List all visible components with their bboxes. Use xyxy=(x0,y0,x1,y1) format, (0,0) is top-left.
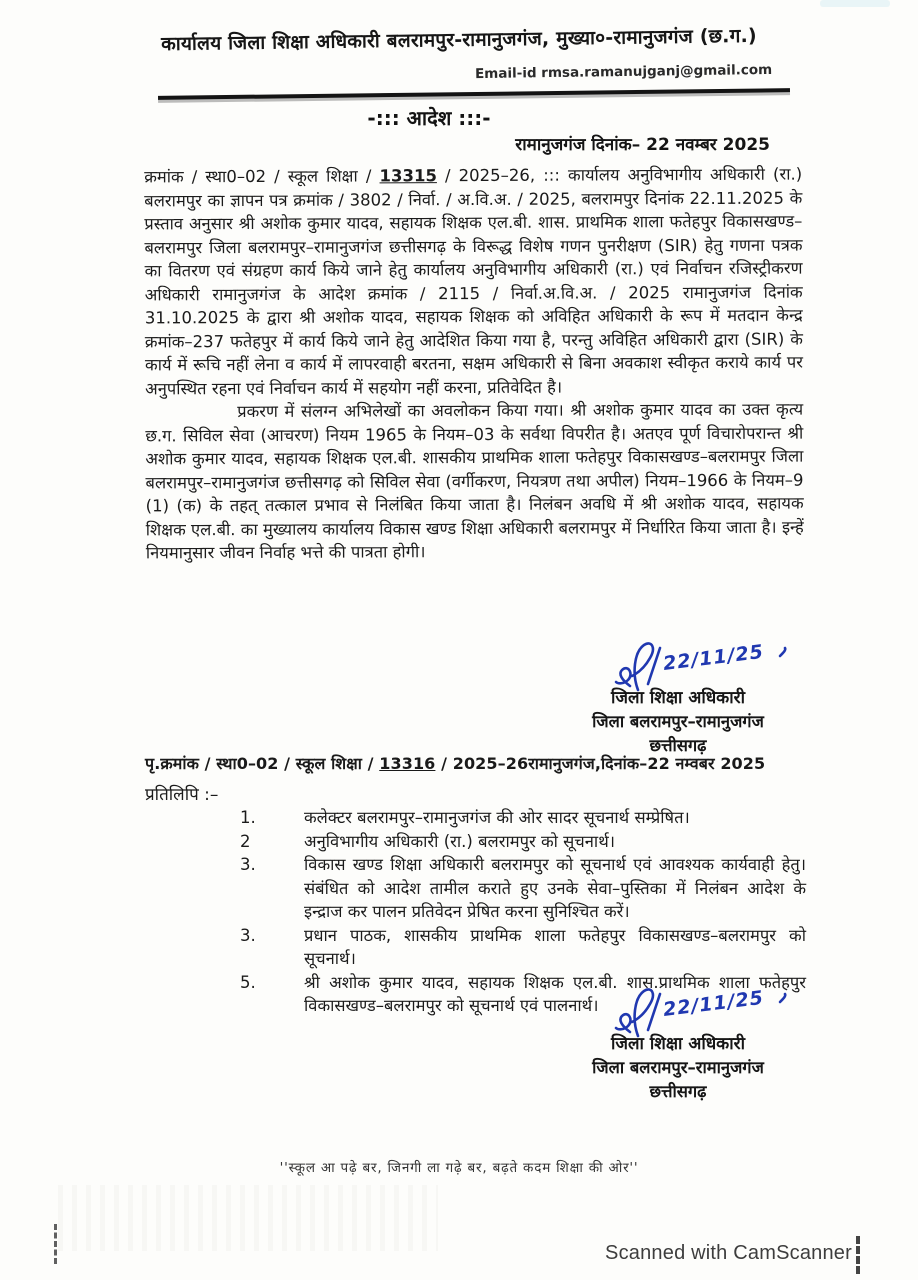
list-item xyxy=(240,830,806,854)
signature-scribble-icon xyxy=(602,986,802,1038)
list-item xyxy=(240,853,806,924)
signatory-state: छत्तीसगढ़ xyxy=(649,736,707,755)
email-line: Email-id rmsa.ramanujganj@gmail.com xyxy=(474,61,773,83)
item-number: 3. xyxy=(240,855,256,874)
item-number: 3. xyxy=(240,925,256,945)
endorsement-ref-line xyxy=(145,752,807,774)
header-rule xyxy=(158,88,790,100)
handwritten-date: 22/11/25 xyxy=(661,986,766,1021)
endorsement-ref-suffix: / 2025–26रामानुजगंज,दिनांक–22 नम्वबर 2025 xyxy=(435,754,766,773)
list-item xyxy=(240,806,806,830)
signature-block-2 xyxy=(548,986,808,1104)
copy-to-label: प्रतिलिपि :– xyxy=(145,785,219,805)
item-number: 2 xyxy=(240,831,251,851)
camscanner-watermark: Scanned with CamScanner xyxy=(605,1242,852,1264)
footer-slogan: ''स्कूल आ पढ़े बर, जिनगी ला गढ़े बर, बढ़ते कदम शिक्षा की ओर'' xyxy=(279,1160,639,1176)
place-date-line: रामानुजगंज दिनांक– 22 नवम्बर 2025 xyxy=(515,135,770,155)
order-paragraph-2: प्रकरण में संलग्न अभिलेखों का अवलोकन किया गया। श्री अशोक कुमार यादव का उक्त कृत्य छ.ग. सिविल सेवा (आचरण) नियम 1965 के नियम–03 के सर्वथा विपरीत है। अतएव पूर्ण विचारोपरान्त श्री अशोक कुमार यादव, सहायक शिक्षक एल.बी. शासकीय प्राथमिक शाला फतेहपुर विकासखण्ड–बलरामपुर जिला बलरामपुर–रामानुजगंज छत्तीसगढ़ को सिविल सेवा (वर्गीकरण, नियत्रण तथा अपील) नियम–1966 के नियम–9 (1) (क) के तहत् तत्काल प्रभाव से निलंबित किया जाता है। निलंबन अवधि में श्री अशोक यादव, सहायक शिक्षक एल.बी. का मुख्यालय कार्यालय विकास खण्ड शिक्षा अधिकारी बलरामपुर में निर्धारित किया जाता है। इन्हें नियमानुसार जीवन निर्वाह भत्ते की पात्रता होगी। xyxy=(145,399,804,563)
list-item xyxy=(240,924,806,971)
order-heading: -::: आदेश :::- xyxy=(367,106,491,130)
order-paragraph-1-text: / 2025–26, ::: कार्यालय अनुविभागीय अधिकारी (रा.) बलरामपुर का ज्ञापन पत्र क्रमांक / 3802 / निर्वा. / अ.वि.अ. / 2025, बलरामपुर दिनांक 22.11.2025 के प्रस्ताव अनुसार श्री अशोक कुमार यादव, सहायक शिक्षक एल.बी. शास. प्राथमिक शाला फतेहपुर विकासखण्ड–बलरामपुर जिला बलरामपुर–रामानुजगंज छत्तीसगढ़ के विरूद्ध विशेष गणन पुनरीक्षण (SIR) हेतु गणना पत्रक का वितरण एवं संग्रहण कार्य किये जाने हेतु कार्यालय अनुविभागीय अधिकारी (रा.) एवं निर्वाचन रजिस्ट्रीकरण अधिकारी रामानुजगंज के आदेश क्रमांक / 2115 / निर्वा.अ.वि.अ. / 2025 रामानुजगंज दिनांक 31.10.2025 के द्वारा श्री अशोक यादव, सहायक शिक्षक को अविहित अधिकारी के रूप में मतदान केन्द्र क्रमांक–237 फतेहपुर में कार्य किये जाने हेतु आदेशित किया गया है, परन्तु अविहित अधिकारी द्वारा (SIR) के कार्य में रूचि नहीं लेना व कार्य में लापरवाही बरतना, सक्षम अधिकारी से बिना अवकाश स्वीकृत कराये कार्य पर अनुपस्थित रहना एवं निर्वाचन कार्य में सहयोग नहीं करना, प्रतिवेदित है। xyxy=(144,164,804,398)
item-text: अनुविभागीय अधिकारी (रा.) बलरामपुर को सूचनार्थ। xyxy=(304,831,616,851)
scan-streaks xyxy=(58,1185,438,1251)
endorsement-ref-prefix: पृ.क्रमांक / स्था0–02 / स्कूल शिक्षा / xyxy=(145,754,380,773)
signatory-district: जिला बलरामपुर–रामानुजगंज xyxy=(592,1058,764,1077)
order-paragraph-1 xyxy=(144,163,803,401)
scan-edge-mark-left xyxy=(54,1224,57,1264)
signatory-title: जिला शिक्षा अधिकारी xyxy=(611,1034,745,1054)
handwritten-signature-1 xyxy=(548,640,808,686)
item-text: विकास खण्ड शिक्षा अधिकारी बलरामपुर को सूचनार्थ एवं आवश्यक कार्यवाही हेतु। संबंधित को आदेश तामील कराते हुए उनके सेवा–पुस्तिका में निलंबन आदेश के इन्द्राज कर पालन प्रतिवेदन प्रेषित करना सुनिश्चित करें। xyxy=(304,855,806,921)
handwritten-signature-2 xyxy=(548,986,808,1032)
ref-number-13316: 13316 xyxy=(379,754,436,773)
item-text: प्रधान पाठक, शासकीय प्राथमिक शाला फतेहपुर विकासखण्ड–बलरामपुर को सूचनार्थ। xyxy=(304,925,806,968)
signature-block-1 xyxy=(548,640,808,758)
handwritten-date: 22/11/25 xyxy=(661,640,766,675)
order-body xyxy=(144,163,804,565)
ref-line-prefix: क्रमांक / स्था0–02 / स्कूल शिक्षा / xyxy=(144,166,380,187)
signatory-district: जिला बलरामपुर–रामानुजगंज xyxy=(592,712,764,731)
signatory-state: छत्तीसगढ़ xyxy=(649,1082,707,1101)
scan-edge-mark-right xyxy=(856,1236,860,1274)
office-header-title: कार्यालय जिला शिक्षा अधिकारी बलरामपुर-रामानुजगंज, मुख्या०-रामानुजगंज (छ.ग.) xyxy=(161,24,757,56)
item-text: कलेक्टर बलरामपुर–रामानुजगंज की ओर सादर सूचनार्थ सम्प्रेषित। xyxy=(304,808,690,827)
signature-scribble-icon xyxy=(602,640,802,692)
item-number: 5. xyxy=(240,972,256,992)
item-text: श्री अशोक कुमार यादव, सहायक शिक्षक एल.बी. शास.प्राथमिक शाला फतेहपुर विकासखण्ड–बलरामपुर को सूचनार्थ एवं पालनार्थ। xyxy=(304,972,806,1015)
scan-smudge xyxy=(820,0,890,7)
item-number: 1. xyxy=(240,808,256,827)
signatory-title: जिला शिक्षा अधिकारी xyxy=(611,688,745,708)
ref-number-13315: 13315 xyxy=(379,166,437,186)
